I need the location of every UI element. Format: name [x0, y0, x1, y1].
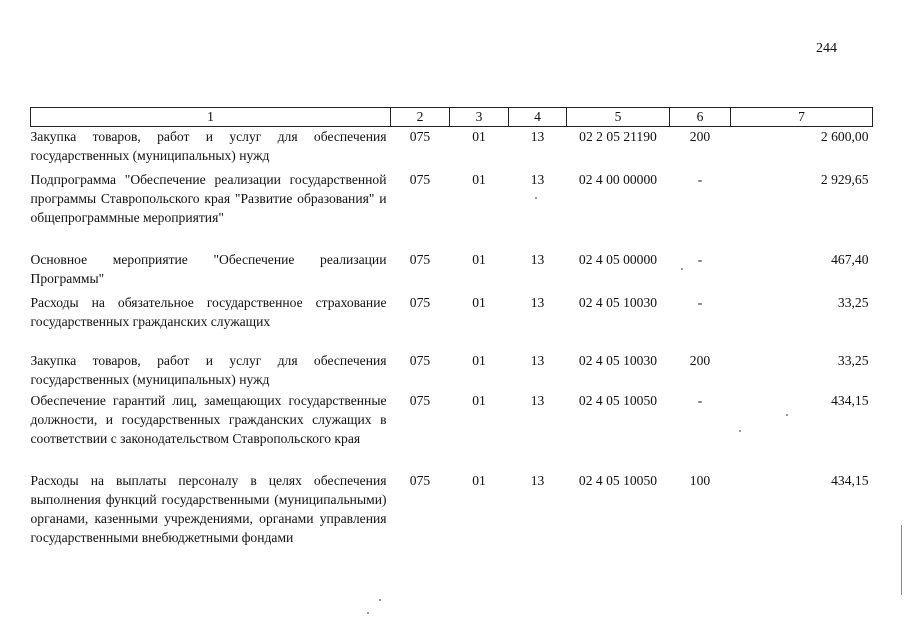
row-name: Закупка товаров, работ и услуг для обеспечения государственных (муниципальных) нужд: [30, 129, 387, 163]
table-row: [31, 250, 873, 293]
row-csr: 02 4 00 00000: [578, 171, 658, 187]
row-vr: -: [697, 251, 703, 267]
row-sum: 33,25: [837, 352, 869, 368]
header-col-4: 4: [509, 108, 567, 127]
row-vr: 100: [689, 472, 711, 488]
table-row: [31, 293, 873, 351]
row-csr: 02 2 05 21190: [579, 129, 657, 144]
header-col-1: 1: [31, 108, 391, 127]
row-rz: 01: [472, 171, 486, 187]
row-pr: 13: [530, 294, 545, 310]
row-pr: 13: [530, 472, 545, 488]
row-pr: 13: [530, 129, 545, 144]
row-name: Обеспечение гарантий лиц, замещающих государственные должности, и государственных гражданских служащих в соответствии с законодательством Ставропольского края: [30, 392, 387, 446]
row-sum: 434,15: [831, 392, 869, 408]
row-sum: 434,15: [831, 472, 869, 488]
row-sum: 2 929,65: [820, 171, 869, 187]
header-col-6: 6: [670, 108, 731, 127]
header-col-7: 7: [731, 108, 873, 127]
row-rz: 01: [472, 392, 486, 408]
row-name: Расходы на выплаты персоналу в целях обеспечения выполнения функций государственными (муниципальными) органами, казенными учреждениями, органами управления государственными внебюджетными фондами: [30, 472, 387, 545]
row-ved: 075: [409, 392, 431, 408]
row-rz: 01: [472, 294, 486, 310]
header-col-2: 2: [391, 108, 450, 127]
row-vr: 200: [689, 352, 711, 368]
row-name: Основное мероприятие "Обеспечение реализации Программы": [30, 251, 387, 286]
row-vr: -: [697, 392, 703, 408]
row-rz: 01: [472, 129, 486, 144]
row-vr: 200: [689, 129, 711, 144]
row-csr: 02 4 05 10030: [578, 294, 658, 310]
row-rz: 01: [472, 251, 486, 267]
budget-table: [30, 107, 873, 569]
scan-speck: [379, 599, 381, 601]
row-vr: -: [697, 294, 703, 310]
table-row: [31, 391, 873, 471]
row-ved: 075: [409, 171, 431, 187]
row-rz: 01: [472, 352, 486, 368]
row-vr: -: [697, 171, 703, 187]
row-name: Закупка товаров, работ и услуг для обеспечения государственных (муниципальных) нужд: [30, 352, 387, 387]
row-pr: 13: [530, 392, 545, 408]
row-csr: 02 4 05 10050: [578, 472, 658, 488]
header-col-5: 5: [567, 108, 670, 127]
row-ved: 075: [409, 129, 431, 144]
scan-speck: [367, 612, 369, 614]
header-row: [31, 108, 873, 127]
row-pr: 13: [530, 171, 545, 187]
row-name: Расходы на обязательное государственное страхование государственных гражданских служащих: [30, 294, 387, 329]
row-ved: 075: [409, 472, 431, 488]
row-csr: 02 4 05 00000: [578, 251, 658, 267]
scan-artifact-line: [901, 525, 902, 595]
page-number: 244: [816, 41, 837, 56]
row-sum: 2 600,00: [820, 129, 869, 144]
row-ved: 075: [409, 294, 431, 310]
row-sum: 33,25: [837, 294, 869, 310]
row-sum: 467,40: [831, 251, 869, 267]
table-row: [31, 170, 873, 250]
scan-speck: [786, 414, 788, 416]
scan-speck: [535, 197, 537, 199]
row-name: Подпрограмма "Обеспечение реализации государственной программы Ставропольского края "Развитие образования" и общепрограммные мероприятия": [30, 171, 387, 225]
row-ved: 075: [409, 251, 431, 267]
scan-speck: [739, 430, 741, 432]
row-csr: 02 4 05 10050: [578, 392, 658, 408]
row-pr: 13: [530, 352, 545, 368]
row-rz: 01: [472, 472, 486, 488]
row-csr: 02 4 05 10030: [578, 352, 658, 368]
table-row: [31, 471, 873, 569]
row-pr: 13: [530, 251, 545, 267]
scan-speck: [681, 268, 683, 270]
row-ved: 075: [409, 352, 431, 368]
header-col-3: 3: [450, 108, 509, 127]
table-row: [31, 127, 873, 170]
table-row: [31, 351, 873, 391]
